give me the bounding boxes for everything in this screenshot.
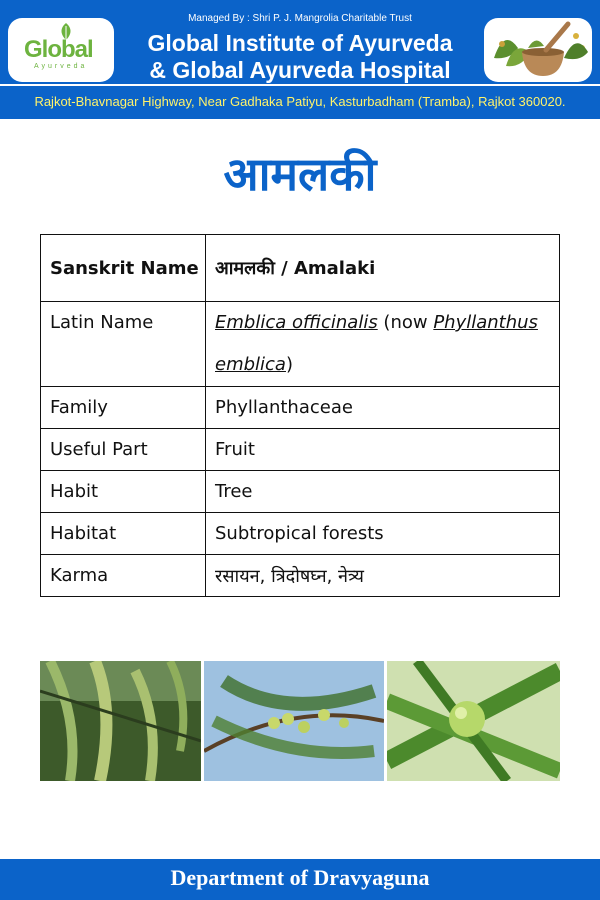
latin-name-value [206,302,560,387]
habitat-value: Subtropical forests [206,513,560,555]
institute-title: Global Institute of Ayurveda [147,30,453,56]
address-text: Rajkot-Bhavnagar Highway, Near Gadhaka Patiyu, Kasturbadham (Tramba), Rajkot 360020. [34,94,566,109]
logo-text: Global [24,36,93,63]
latin-name-closing: ) [285,354,293,375]
flowering-branch-photo [40,661,201,781]
useful-part-label: Useful Part [41,429,206,471]
karma-value: रसायन, त्रिदोषघ्न, नेत्र्य [206,555,560,597]
habit-label: Habit [41,471,206,513]
table-row [41,235,560,302]
latin-name-new: Phyllanthus emblica [215,312,538,375]
herbs-mortar-image [484,18,592,82]
footer-banner [0,859,600,900]
single-fruit-on-leaves-photo [387,661,560,781]
logo-subtext: Ayurveda [34,63,88,70]
header-banner [0,0,600,84]
latin-name-label: Latin Name [41,302,206,387]
photo-strip [40,661,560,781]
page-title: आमलकी [223,147,377,201]
sanskrit-name-value: आमलकी / Amalaki [206,235,560,302]
useful-part-value: Fruit [206,429,560,471]
hospital-title: & Global Ayurveda Hospital [149,57,451,83]
table-row [41,429,560,471]
table-row [41,302,560,387]
habit-value: Tree [206,471,560,513]
sanskrit-name-label: Sanskrit Name [41,235,206,302]
address-bar [0,84,600,119]
latin-name-connector: (now [377,312,434,333]
karma-label: Karma [41,555,206,597]
herb-details-table [40,234,560,597]
family-value: Phyllanthaceae [206,387,560,429]
tree-branch-with-fruits-photo [204,661,384,781]
department-name: Department of Dravyaguna [170,865,430,890]
table-row [41,513,560,555]
table-row [41,471,560,513]
table-row [41,387,560,429]
managed-by-text: Managed By : Shri P. J. Mangrolia Charitable Trust [188,13,412,24]
latin-name-old: Emblica officinalis [215,312,378,333]
habitat-label: Habitat [41,513,206,555]
family-label: Family [41,387,206,429]
table-row [41,555,560,597]
